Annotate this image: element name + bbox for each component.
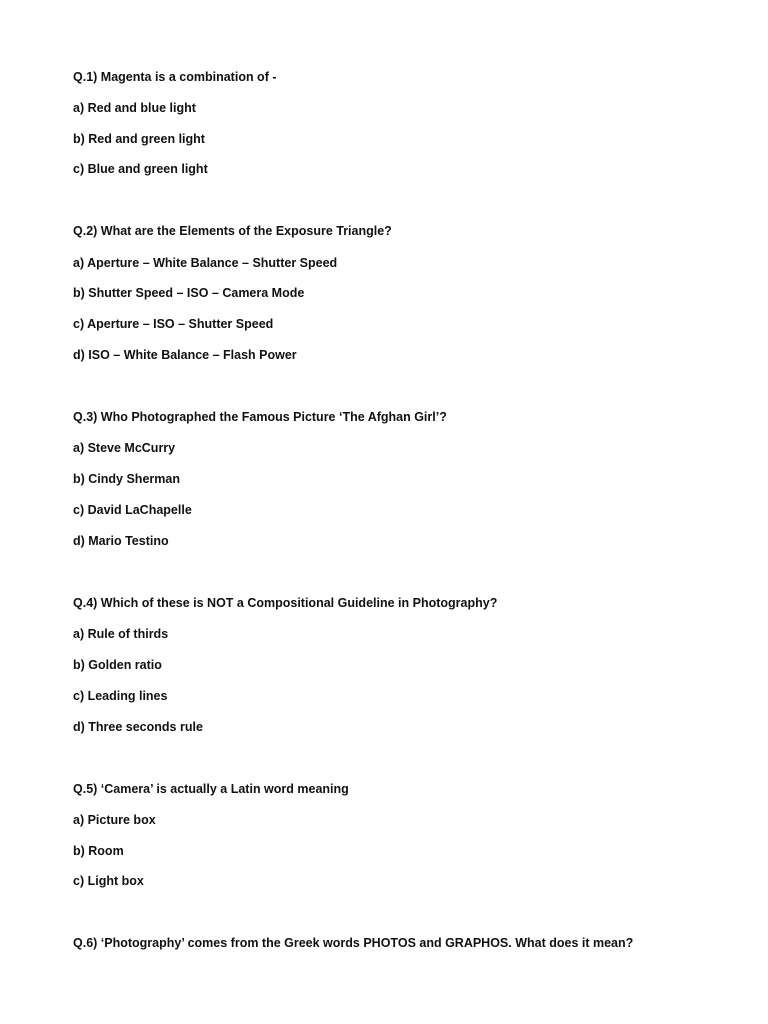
question-2-option-a: a) Aperture – White Balance – Shutter Speed (73, 256, 338, 270)
question-5-option-b: b) Room (73, 844, 124, 858)
question-5: Q.5) ‘Camera’ is actually a Latin word meaning (73, 782, 349, 796)
question-2-option-b: b) Shutter Speed – ISO – Camera Mode (73, 286, 305, 300)
question-1-option-c: c) Blue and green light (73, 162, 208, 176)
question-2-option-d: d) ISO – White Balance – Flash Power (73, 348, 297, 362)
question-4-option-c: c) Leading lines (73, 689, 168, 703)
question-4-option-a: a) Rule of thirds (73, 627, 169, 641)
question-4: Q.4) Which of these is NOT a Compositional Guideline in Photography? (73, 596, 498, 610)
question-5-option-a: a) Picture box (73, 813, 156, 827)
question-1-option-a: a) Red and blue light (73, 101, 196, 115)
question-4-option-b: b) Golden ratio (73, 658, 162, 672)
question-5-option-c: c) Light box (73, 874, 144, 888)
question-3-option-c: c) David LaChapelle (73, 503, 192, 517)
question-1-option-b: b) Red and green light (73, 132, 205, 146)
question-2-option-c: c) Aperture – ISO – Shutter Speed (73, 317, 274, 331)
question-3-option-b: b) Cindy Sherman (73, 472, 180, 486)
question-1: Q.1) Magenta is a combination of - (73, 70, 277, 84)
question-6: Q.6) ‘Photography’ comes from the Greek words PHOTOS and GRAPHOS. What does it mean? (73, 936, 634, 950)
question-2: Q.2) What are the Elements of the Exposure Triangle? (73, 224, 392, 238)
question-3: Q.3) Who Photographed the Famous Picture ‘The Afghan Girl’? (73, 410, 447, 424)
question-4-option-d: d) Three seconds rule (73, 720, 203, 734)
question-3-option-d: d) Mario Testino (73, 534, 169, 548)
question-3-option-a: a) Steve McCurry (73, 441, 176, 455)
